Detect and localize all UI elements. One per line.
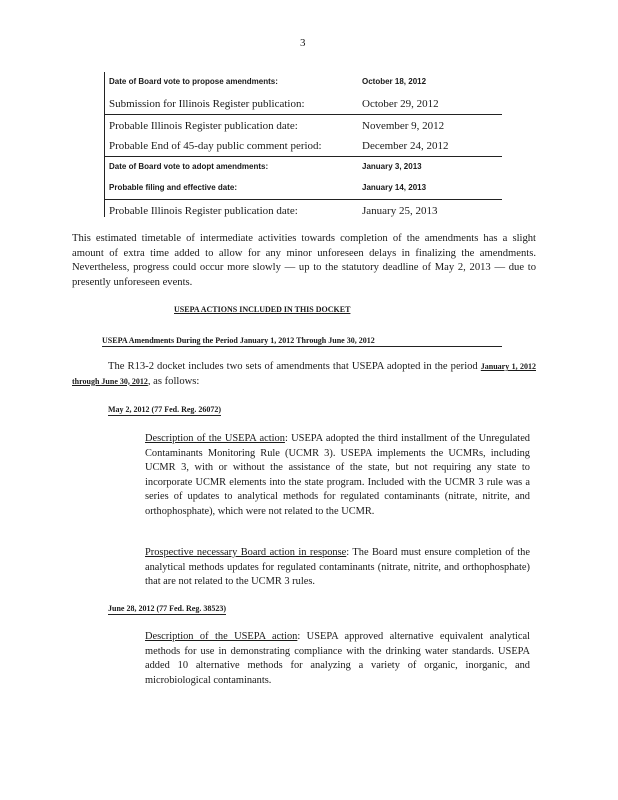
timetable-value: December 24, 2012 [362,140,449,153]
timetable-row [104,93,502,114]
timetable-value: January 3, 2013 [362,162,422,172]
timetable-value: October 29, 2012 [362,97,439,110]
timetable-label: Probable Illinois Register publication date: [109,204,298,217]
timetable-paragraph: This estimated timetable of intermediate activities towards completion of the amendments has a slight amount of extra time added to allow for any minor unforeseen delays in finalizing the amendments. Nevertheless, progress could occur more slowly — up to the statutory deadline of May 2, 2013 — due to presently unforeseen events. [72,233,536,288]
intro-text: The R13-2 docket includes two sets of amendments that USEPA adopted in the period [108,361,478,372]
timetable-value: November 9, 2012 [362,119,445,132]
timetable-value: January 25, 2013 [362,204,438,217]
intro-text-after: , as follows: [147,375,200,387]
timetable-value: January 14, 2013 [362,182,427,192]
action-description [145,432,530,520]
board-response [145,546,530,590]
action-date-heading: June 28, 2012 (77 Fed. Reg. 38523) [108,604,226,613]
timetable-row [104,156,502,178]
timetable-label: Probable Illinois Register publication date: [109,119,298,132]
timetable-row [104,178,502,199]
timetable-row [104,199,502,221]
action-description [145,630,530,688]
response-text: : The Board must ensure completion of the analytical methods updates for regulated contaminants (nitrate, nitrite, and orthophosphate) that are not related to the UCMR 3 rules. [145,547,530,588]
response-lead: Prospective necessary Board action in response [145,547,347,558]
timetable-label: Submission for Illinois Register publication: [109,97,305,110]
description-lead: Description of the USEPA action [145,631,298,642]
sub-heading: USEPA Amendments During the Period January 1, 2012 Through June 30, 2012 [102,336,502,347]
action-date-heading: May 2, 2012 (77 Fed. Reg. 26072) [108,405,222,414]
timetable-row [104,135,502,156]
description-text: : USEPA approved alternative equivalent analytical methods for use in demonstrating compliance with the drinking water standards. USEPA added 10 alternative methods for analyzing a variety of organic, inorganic, and microbiological contaminants. [145,631,530,686]
timetable-label: Date of Board vote to adopt amendments: [109,162,269,172]
description-lead: Description of the USEPA action [145,433,285,444]
timetable-value: October 18, 2012 [362,77,427,86]
section-heading: USEPA ACTIONS INCLUDED IN THIS DOCKET [174,305,351,314]
timetable-label: Probable End of 45-day public comment period: [109,140,322,153]
page-number: 3 [300,37,306,49]
timetable-label: Date of Board vote to propose amendments: [109,77,278,86]
timetable [104,72,502,221]
timetable-label: Probable filing and effective date: [109,182,238,192]
intro-period: January 1, 2012 through June 30, 2012 [72,362,536,386]
description-text: : USEPA adopted the third installment of the Unregulated Contaminants Monitoring Rule (UCMR 3). USEPA implements the UCMRs, including UCMR 3, with or without the assistance of the state, but not requiring any state to incorporate UCMR elements into the state program. Included with the UCMR 3 rule was a series of updates to analytical methods for regulated contaminants (nitrate, nitrite, and orthophosphate), which were not related to the UCMR. [145,433,530,517]
intro-paragraph [72,360,536,389]
timetable-row [104,72,502,93]
timetable-row [104,114,502,136]
